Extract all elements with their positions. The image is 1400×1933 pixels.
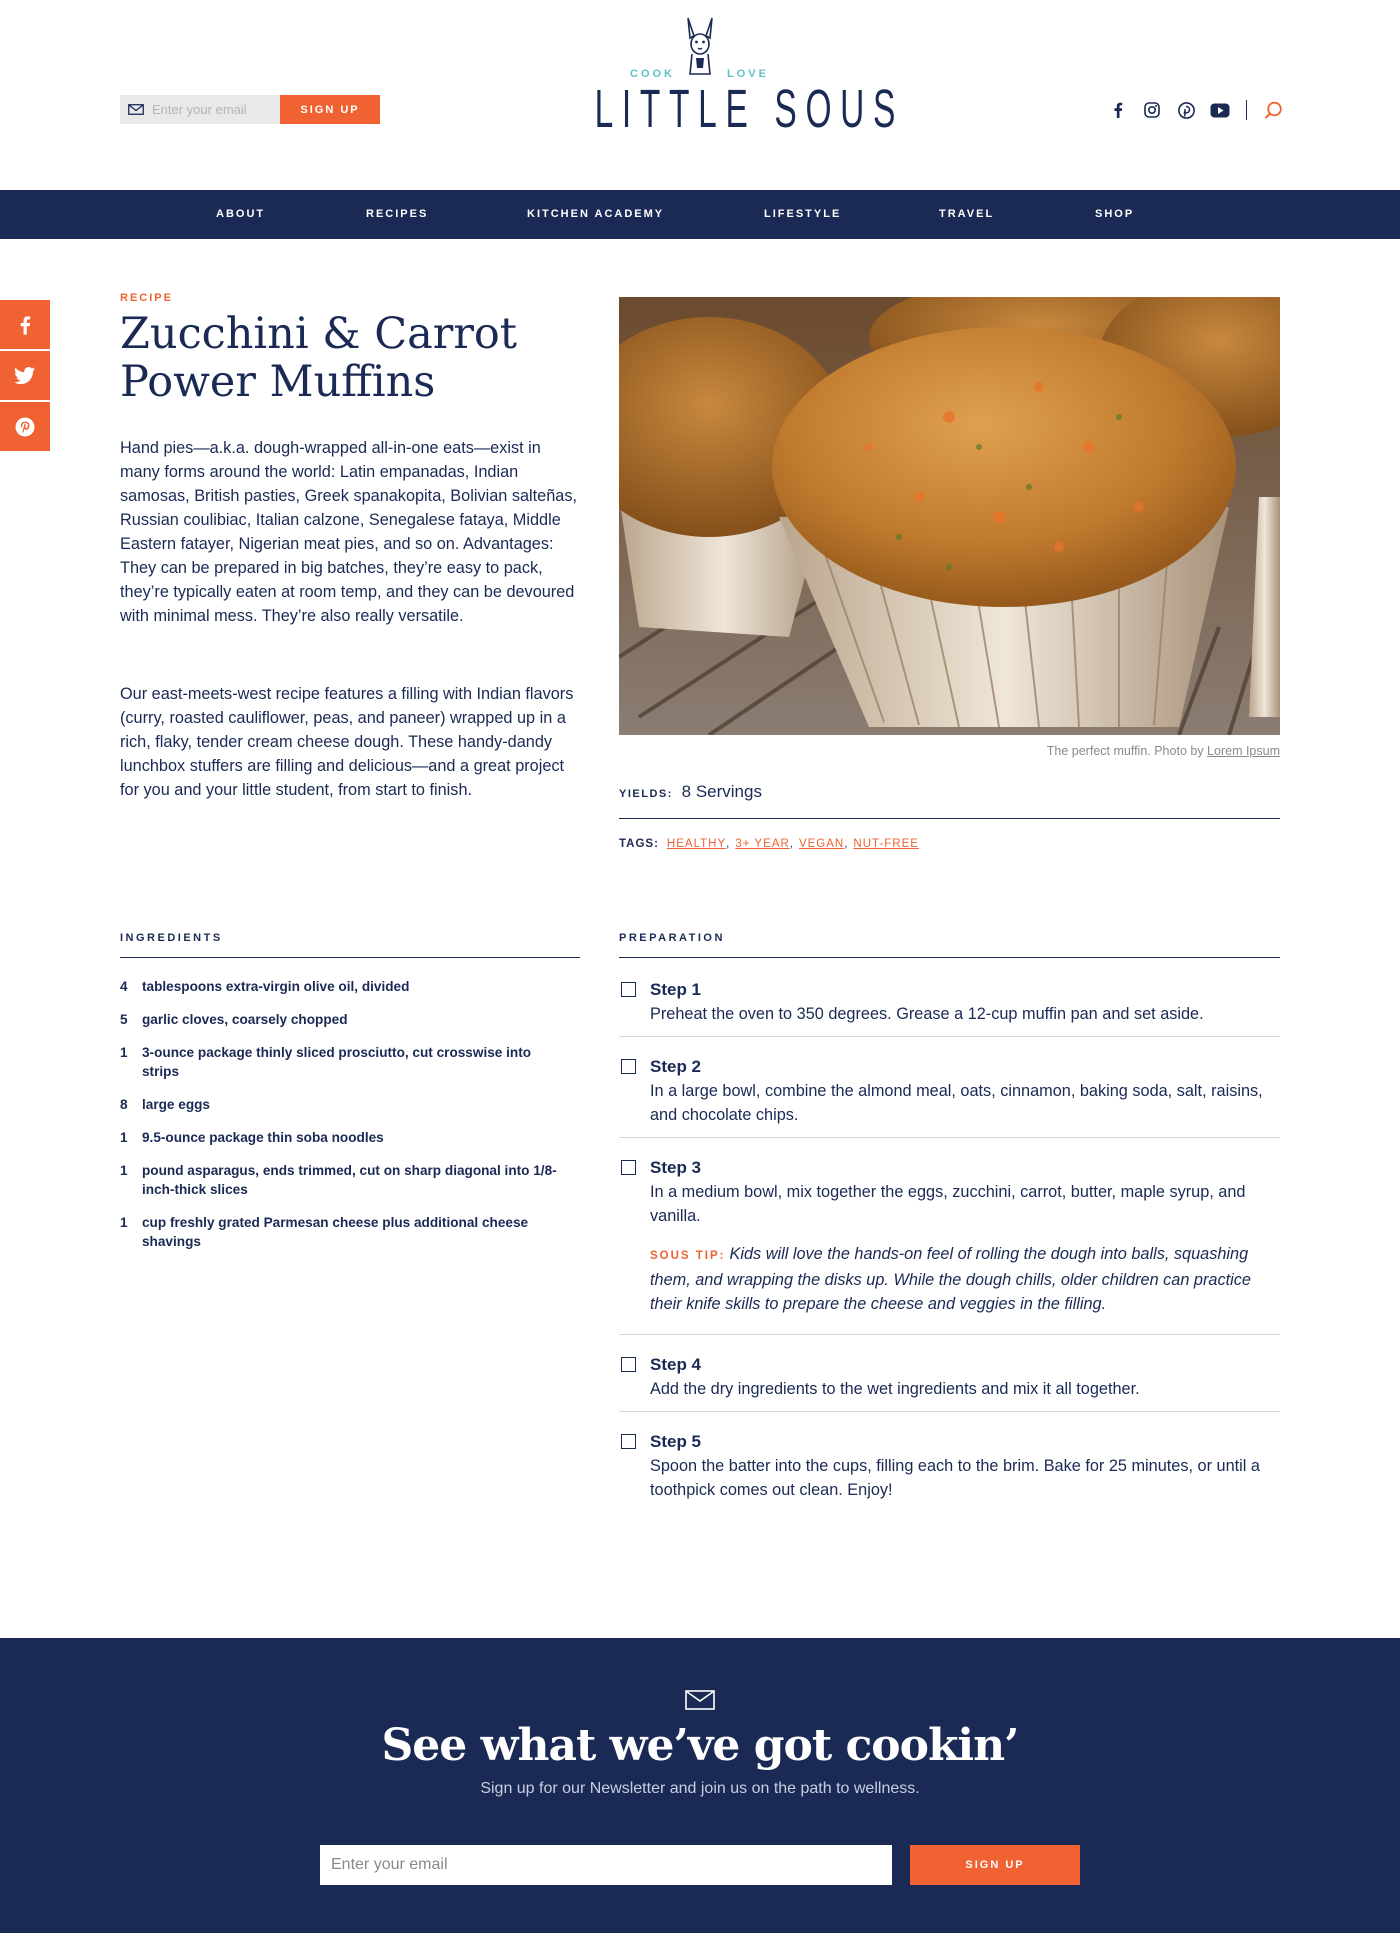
yields-value: 8 Servings: [681, 782, 762, 801]
sous-tip-text: Kids will love the hands-on feel of rolling the dough into balls, squashing them, and wrapping the disks up. While the dough chills, older children can practice their knife skills to prepare the cheese and veggies in the filling.: [650, 1245, 1251, 1313]
tag-link[interactable]: NUT-FREE: [853, 838, 919, 850]
share-pinterest-button[interactable]: [0, 402, 50, 451]
twitter-icon: [14, 367, 36, 385]
sous-tip-label: SOUS TIP:: [650, 1250, 726, 1262]
ingredient-qty: 1: [120, 1215, 128, 1230]
ingredients-heading: INGREDIENTS: [120, 932, 223, 944]
header-signup-button[interactable]: SIGN UP: [280, 95, 380, 124]
divider: [619, 818, 1280, 819]
envelope-icon: [128, 104, 144, 115]
mascot-icon: [682, 16, 718, 78]
ingredient-item: [120, 977, 580, 996]
pinterest-icon[interactable]: [1176, 100, 1196, 120]
step-checkbox[interactable]: [621, 1434, 636, 1449]
facebook-icon[interactable]: [1108, 100, 1128, 120]
ingredient-text: cup freshly grated Parmesan cheese plus additional cheese shavings: [142, 1215, 529, 1249]
tag-link[interactable]: 3+ YEAR: [735, 838, 790, 850]
step-text: In a medium bowl, mix together the eggs, zucchini, carrot, butter, maple syrup, and vanilla.: [650, 1183, 1246, 1225]
intro-paragraph-1: Hand pies—a.k.a. dough-wrapped all-in-one eats—exist in many forms around the world: Latin empanadas, Indian samosas, British pasties, Greek spanakopita, Bolivian salteñas, Russian coulibiac, Italian calzone, Senegalese fataya, Middle Eastern fatayer, Nigerian meat pies, and so on. Advantages: They can be prepared in big batches, they’re easy to pack, they’re typically eaten at room temp, and they can be devoured with minimal mess. They’re also really versatile.: [120, 439, 578, 625]
tag-link[interactable]: HEALTHY: [666, 838, 727, 850]
ingredient-item: [120, 1043, 580, 1081]
tag-link[interactable]: VEGAN: [798, 838, 845, 850]
header-email-input[interactable]: [152, 102, 272, 117]
step-text: Add the dry ingredients to the wet ingredients and mix it all together.: [650, 1380, 1140, 1398]
logo-wordmark: LITTLE SOUS: [594, 79, 905, 139]
ingredient-qty: 5: [120, 1012, 128, 1027]
newsletter-title: See what we’ve got cookin’: [381, 1720, 1019, 1771]
share-bar: [0, 300, 50, 453]
site-header: [0, 0, 1400, 190]
step-title: Step 2: [650, 1057, 702, 1076]
step-item: [619, 1353, 1280, 1412]
step-item: [619, 1430, 1280, 1512]
ingredient-item: [120, 1128, 580, 1147]
step-item: [619, 1156, 1280, 1335]
nav-item-about[interactable]: ABOUT: [216, 208, 266, 220]
yields: [619, 782, 762, 802]
header-social-links: [1108, 98, 1283, 122]
photo-credit-link[interactable]: Lorem Ipsum: [1207, 744, 1280, 758]
ingredient-item: [120, 1213, 580, 1251]
ingredient-text: pound asparagus, ends trimmed, cut on sharp diagonal into 1/8-inch-thick slices: [142, 1163, 557, 1197]
step-checkbox[interactable]: [621, 1059, 636, 1074]
ingredient-qty: 4: [120, 979, 128, 994]
nav-item-lifestyle[interactable]: LIFESTYLE: [764, 208, 842, 220]
envelope-icon: [685, 1690, 715, 1710]
ingredient-item: [120, 1161, 580, 1199]
step-title: Step 4: [650, 1355, 702, 1374]
instagram-icon[interactable]: [1142, 100, 1162, 120]
step-text: Preheat the oven to 350 degrees. Grease a 12-cup muffin pan and set aside.: [650, 1005, 1204, 1023]
share-facebook-button[interactable]: [0, 300, 50, 349]
nav-item-shop[interactable]: SHOP: [1095, 208, 1135, 220]
divider: [619, 957, 1280, 958]
newsletter-form: [320, 1845, 1080, 1885]
ingredient-text: 3-ounce package thinly sliced prosciutto, cut crosswise into strips: [142, 1045, 532, 1079]
ingredient-qty: 1: [120, 1163, 128, 1178]
muffin-illustration: [619, 297, 1280, 735]
step-title: Step 3: [650, 1158, 702, 1177]
step-title: Step 5: [650, 1432, 702, 1451]
ingredient-qty: 1: [120, 1130, 128, 1145]
step-checkbox[interactable]: [621, 1357, 636, 1372]
newsletter-section: [0, 1638, 1400, 1933]
sous-tip: [650, 1242, 1280, 1316]
divider: [120, 957, 580, 958]
preparation-heading: PREPARATION: [619, 932, 725, 944]
nav-item-kitchen-academy[interactable]: KITCHEN ACADEMY: [527, 208, 665, 220]
site-logo[interactable]: [530, 16, 905, 139]
photo-caption: [619, 744, 1280, 758]
newsletter-email-input[interactable]: [320, 1845, 892, 1885]
recipe-photo: [619, 297, 1280, 735]
caption-text: The perfect muffin. Photo by: [1046, 744, 1208, 758]
facebook-icon: [19, 315, 31, 335]
ingredient-text: large eggs: [142, 1097, 210, 1112]
preparation-steps: [619, 978, 1280, 1530]
tags-label: TAGS:: [619, 838, 659, 850]
page-title: Zucchini & Carrot Power Muffins: [120, 309, 518, 407]
ingredient-text: 9.5-ounce package thin soba noodles: [142, 1130, 384, 1145]
step-text: In a large bowl, combine the almond meal, oats, cinnamon, baking soda, salt, raisins, and chocolate chips.: [650, 1082, 1263, 1124]
header-divider: [1246, 100, 1247, 120]
ingredient-item: [120, 1010, 580, 1029]
newsletter-signup-button[interactable]: SIGN UP: [910, 1845, 1080, 1885]
step-text: Spoon the batter into the cups, filling each to the brim. Bake for 25 minutes, or until a toothpick comes out clean. Enjoy!: [650, 1457, 1260, 1499]
ingredients-list: [120, 977, 580, 1265]
main-nav: [0, 190, 1400, 239]
ingredient-text: tablespoons extra-virgin olive oil, divided: [142, 979, 410, 994]
yields-label: YIELDS:: [619, 788, 673, 800]
intro-paragraph-2: Our east-meets-west recipe features a filling with Indian flavors (curry, roasted cauliflower, peas, and paneer) wrapped up in a rich, flaky, tender cream cheese dough. These handy-dandy lunchbox stuffers are filling and delicious—and a great project for you and your little student, from start to finish.: [120, 685, 574, 799]
ingredient-item: [120, 1095, 580, 1114]
logo-tagline-cook: COOK: [630, 68, 675, 80]
youtube-icon[interactable]: [1210, 100, 1230, 120]
step-item: [619, 1055, 1280, 1138]
recipe-kicker: RECIPE: [120, 292, 173, 304]
share-twitter-button[interactable]: [0, 351, 50, 400]
newsletter-subtitle: Sign up for our Newsletter and join us on the path to wellness.: [480, 1780, 920, 1797]
ingredient-qty: 8: [120, 1097, 128, 1112]
header-email-field-wrapper: [120, 95, 280, 124]
step-checkbox[interactable]: [621, 1160, 636, 1175]
header-newsletter-form: [120, 95, 380, 124]
pinterest-icon: [15, 417, 35, 437]
search-icon[interactable]: [1263, 100, 1283, 120]
logo-tagline-love: LOVE: [727, 68, 769, 80]
ingredient-text: garlic cloves, coarsely chopped: [142, 1012, 348, 1027]
step-item: [619, 978, 1280, 1037]
recipe-tags: TAGS: HEALTHY , 3+ YEAR , VEGAN , NUT-FREE: [619, 838, 919, 850]
nav-item-travel[interactable]: TRAVEL: [939, 208, 995, 220]
nav-item-recipes[interactable]: RECIPES: [366, 208, 429, 220]
step-title: Step 1: [650, 980, 702, 999]
ingredient-qty: 1: [120, 1045, 128, 1060]
step-checkbox[interactable]: [621, 982, 636, 997]
